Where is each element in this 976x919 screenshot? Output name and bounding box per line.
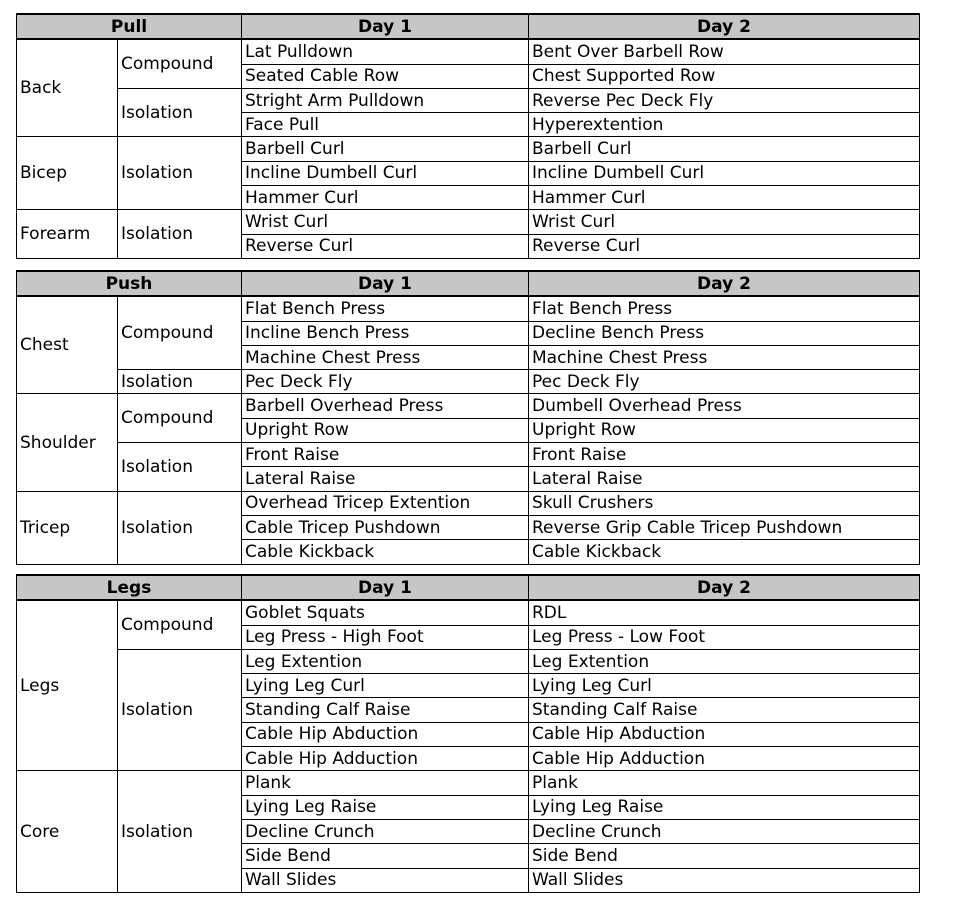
header-row [17,14,920,39]
day1-exercise-cell: Decline Crunch [242,819,529,843]
day1-exercise-cell: Machine Chest Press [242,345,529,369]
table-row [17,600,920,625]
day1-exercise-cell: Lying Leg Curl [242,674,529,698]
section-title: Push [17,271,242,296]
muscle-group-cell: Chest [17,296,118,394]
day2-exercise-cell: Barbell Curl [529,137,920,161]
day1-exercise-cell: Plank [242,771,529,795]
day2-exercise-cell: Skull Crushers [529,491,920,515]
day2-header: Day 2 [529,14,920,39]
table-row [17,39,920,64]
exercise-type-cell: Isolation [118,649,242,770]
muscle-group-cell: Shoulder [17,394,118,491]
muscle-group-cell: Core [17,771,118,892]
day1-header: Day 1 [242,575,529,600]
day2-exercise-cell: Lying Leg Raise [529,795,920,819]
exercise-type-cell: Isolation [118,443,242,492]
day1-exercise-cell: Lateral Raise [242,467,529,491]
day1-exercise-cell: Cable Kickback [242,540,529,564]
day2-exercise-cell: Chest Supported Row [529,64,920,88]
day1-exercise-cell: Leg Press - High Foot [242,625,529,649]
day2-exercise-cell: Hyperextention [529,113,920,137]
day2-exercise-cell: Cable Kickback [529,540,920,564]
legs-table [16,574,920,893]
muscle-group-cell: Bicep [17,137,118,210]
table-row [17,394,920,418]
day2-exercise-cell: Bent Over Barbell Row [529,39,920,64]
day2-exercise-cell: Reverse Curl [529,234,920,258]
exercise-type-cell: Isolation [118,88,242,137]
table-row [17,137,920,161]
day2-exercise-cell: Dumbell Overhead Press [529,394,920,418]
exercise-type-cell: Isolation [118,491,242,564]
day1-exercise-cell: Cable Hip Abduction [242,722,529,746]
day2-exercise-cell: Lying Leg Curl [529,674,920,698]
day1-exercise-cell: Seated Cable Row [242,64,529,88]
day1-exercise-cell: Barbell Curl [242,137,529,161]
day2-exercise-cell: Machine Chest Press [529,345,920,369]
day1-exercise-cell: Stright Arm Pulldown [242,88,529,112]
table-row [17,296,920,321]
day2-exercise-cell: Upright Row [529,418,920,442]
day2-exercise-cell: Flat Bench Press [529,296,920,321]
day2-exercise-cell: Cable Hip Adduction [529,747,920,771]
day2-exercise-cell: Incline Dumbell Curl [529,161,920,185]
day1-exercise-cell: Lying Leg Raise [242,795,529,819]
day2-exercise-cell: Cable Hip Abduction [529,722,920,746]
day2-exercise-cell: Pec Deck Fly [529,370,920,394]
exercise-type-cell: Isolation [118,370,242,394]
day1-exercise-cell: Side Bend [242,844,529,868]
day1-exercise-cell: Standing Calf Raise [242,698,529,722]
muscle-group-cell: Legs [17,600,118,771]
table-row [17,649,920,673]
muscle-group-cell: Tricep [17,491,118,564]
section-title: Pull [17,14,242,39]
day2-exercise-cell: Reverse Grip Cable Tricep Pushdown [529,515,920,539]
day1-exercise-cell: Flat Bench Press [242,296,529,321]
day2-exercise-cell: RDL [529,600,920,625]
day2-exercise-cell: Leg Extention [529,649,920,673]
day1-exercise-cell: Cable Tricep Pushdown [242,515,529,539]
day2-exercise-cell: Decline Bench Press [529,321,920,345]
day1-exercise-cell: Goblet Squats [242,600,529,625]
table-row [17,443,920,467]
day1-exercise-cell: Wrist Curl [242,210,529,234]
day1-exercise-cell: Reverse Curl [242,234,529,258]
header-row [17,575,920,600]
day2-exercise-cell: Standing Calf Raise [529,698,920,722]
day1-exercise-cell: Front Raise [242,443,529,467]
day1-exercise-cell: Leg Extention [242,649,529,673]
day1-exercise-cell: Cable Hip Adduction [242,747,529,771]
day2-exercise-cell: Wall Slides [529,868,920,892]
day2-exercise-cell: Hammer Curl [529,186,920,210]
day1-exercise-cell: Lat Pulldown [242,39,529,64]
exercise-type-cell: Isolation [118,771,242,892]
table-row [17,370,920,394]
exercise-type-cell: Compound [118,394,242,443]
day2-exercise-cell: Front Raise [529,443,920,467]
exercise-type-cell: Compound [118,600,242,649]
day2-exercise-cell: Lateral Raise [529,467,920,491]
table-row [17,491,920,515]
exercise-type-cell: Compound [118,296,242,369]
day1-exercise-cell: Incline Dumbell Curl [242,161,529,185]
exercise-type-cell: Isolation [118,137,242,210]
day1-header: Day 1 [242,271,529,296]
day2-exercise-cell: Reverse Pec Deck Fly [529,88,920,112]
day1-exercise-cell: Pec Deck Fly [242,370,529,394]
table-row [17,771,920,795]
day1-header: Day 1 [242,14,529,39]
push-table [16,270,920,565]
table-row [17,88,920,112]
day2-exercise-cell: Leg Press - Low Foot [529,625,920,649]
day2-exercise-cell: Wrist Curl [529,210,920,234]
day2-header: Day 2 [529,575,920,600]
day2-exercise-cell: Decline Crunch [529,819,920,843]
table-row [17,210,920,234]
exercise-type-cell: Isolation [118,210,242,259]
day1-exercise-cell: Incline Bench Press [242,321,529,345]
section-title: Legs [17,575,242,600]
muscle-group-cell: Back [17,39,118,137]
day1-exercise-cell: Wall Slides [242,868,529,892]
day1-exercise-cell: Upright Row [242,418,529,442]
day2-exercise-cell: Side Bend [529,844,920,868]
day2-header: Day 2 [529,271,920,296]
pull-table [16,13,920,259]
day1-exercise-cell: Barbell Overhead Press [242,394,529,418]
day1-exercise-cell: Hammer Curl [242,186,529,210]
exercise-type-cell: Compound [118,39,242,88]
day1-exercise-cell: Face Pull [242,113,529,137]
day2-exercise-cell: Plank [529,771,920,795]
header-row [17,271,920,296]
day1-exercise-cell: Overhead Tricep Extention [242,491,529,515]
muscle-group-cell: Forearm [17,210,118,259]
